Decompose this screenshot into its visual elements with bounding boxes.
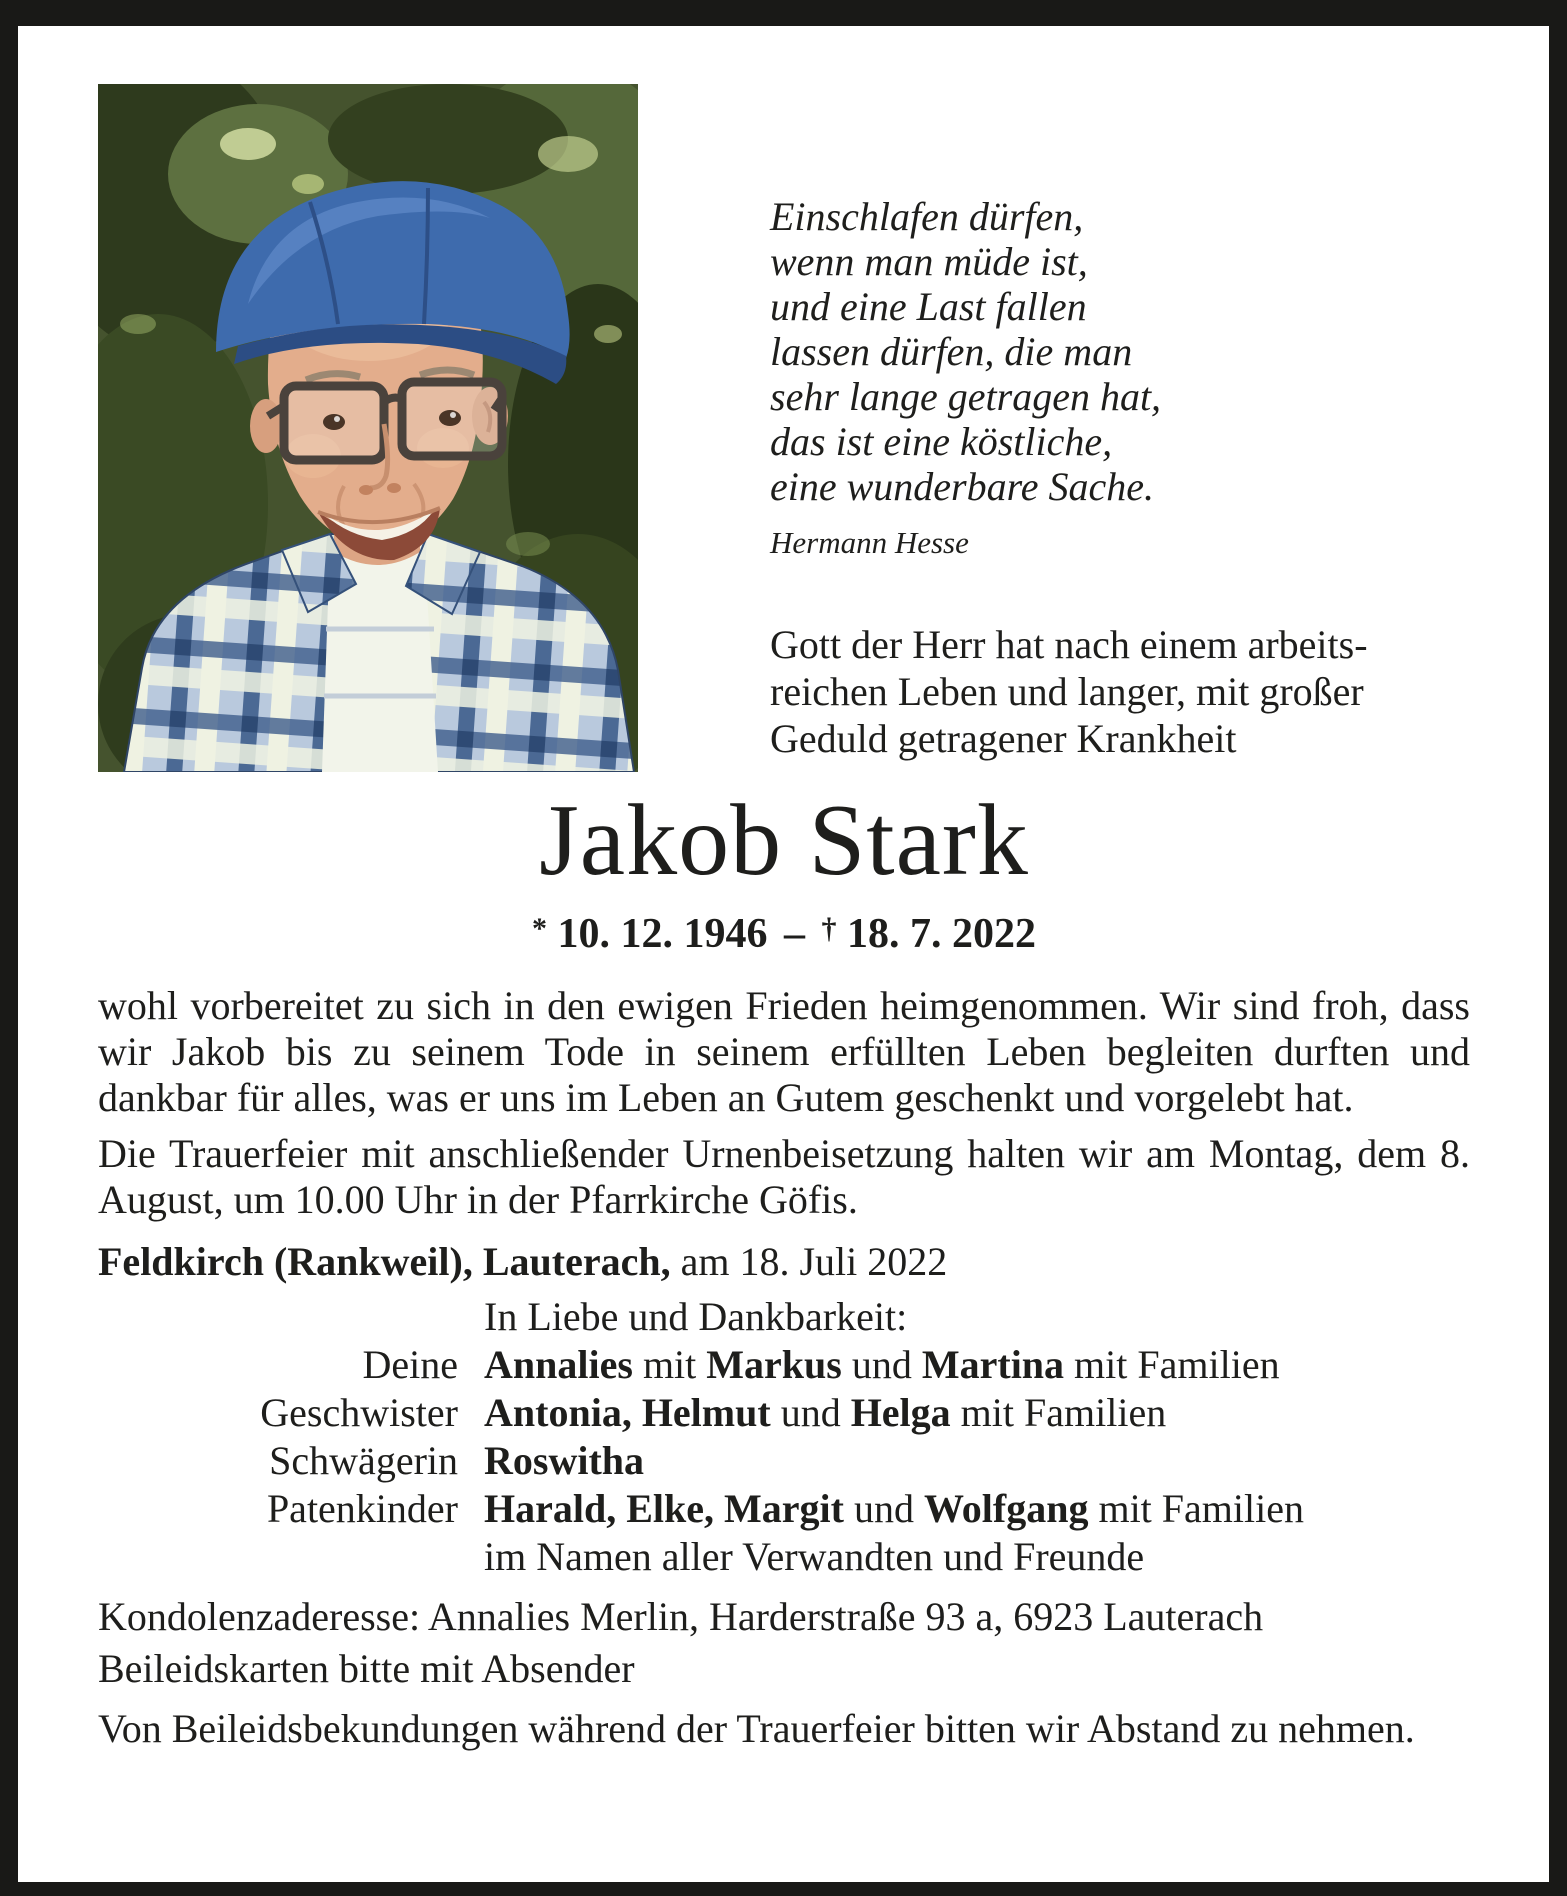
family-member-name: Martina xyxy=(921,1342,1065,1387)
family-member-name: Helga xyxy=(850,1390,951,1435)
deceased-name: Jakob Stark xyxy=(539,784,1029,897)
family-role-label: Geschwister xyxy=(260,1390,458,1435)
text-line: wenn man müde ist, xyxy=(770,239,1088,284)
family-role-label xyxy=(98,1293,458,1341)
portrait-photo xyxy=(98,84,638,772)
family-role-label xyxy=(98,1533,458,1581)
condolence-address: Kondolenzaderesse: Annalies Merlin, Harderstraße 93 a, 6923 Lauterach xyxy=(98,1594,1264,1639)
poem-attribution: Hermann Hesse xyxy=(770,525,969,560)
family-connector-text: In Liebe und Dankbarkeit: xyxy=(484,1294,908,1339)
family-member-name: Markus xyxy=(706,1342,842,1387)
family-names xyxy=(484,1341,1470,1389)
family-member-name: Wolfgang xyxy=(923,1486,1089,1531)
place-names: Feldkirch (Rankweil), Lauterach, xyxy=(98,1239,671,1284)
birth-symbol: * xyxy=(532,912,547,945)
family-connector-text: im Namen aller Verwandten und Freunde xyxy=(484,1534,1145,1579)
family-names xyxy=(484,1389,1470,1437)
family-connector-text: und xyxy=(770,1390,851,1435)
text-line: Gott der Herr hat nach einem arbeits- xyxy=(770,622,1368,667)
text-line: reichen Leben und langer, mit großer xyxy=(770,669,1364,714)
condolence-cards-note: Beileidskarten bitte mit Absender xyxy=(98,1646,635,1691)
main-paragraph: wohl vorbereitet zu sich in den ewigen Frieden heimgenommen. Wir sind froh, dass wir Jakob bis zu seinem Tode in seinem erfüllten Leben begleiten durften und dankbar für alles, was er uns im Leben an Gutem geschenkt und vorgelebt hat. xyxy=(98,983,1470,1120)
dates-separator: – xyxy=(784,911,805,957)
family-names xyxy=(484,1293,1470,1341)
place-date: am 18. Juli 2022 xyxy=(670,1239,948,1284)
text-line: eine wunderbare Sache. xyxy=(770,464,1154,509)
family-role-label: Schwägerin xyxy=(269,1438,458,1483)
text-line: Geduld getragener Krankheit xyxy=(770,716,1237,761)
family-member-name: Roswitha xyxy=(484,1438,645,1483)
family-role-label: Deine xyxy=(362,1342,458,1387)
text-line: sehr lange getragen hat, xyxy=(770,374,1162,419)
text-line: und eine Last fallen xyxy=(770,284,1087,329)
life-dates xyxy=(98,904,1470,959)
closing-note: Von Beileidsbekundungen während der Trauerfeier bitten wir Abstand zu nehmen. xyxy=(98,1706,1415,1751)
text-line: lassen dürfen, die man xyxy=(770,329,1133,374)
family-connector-text: und xyxy=(841,1342,922,1387)
family-member-name: Harald, Elke, Margit xyxy=(484,1486,844,1531)
family-list xyxy=(98,1293,1470,1581)
family-member-name: Annalies xyxy=(484,1342,633,1387)
intro-paragraph xyxy=(770,621,1460,762)
right-column xyxy=(770,84,1460,772)
family-names xyxy=(484,1437,1470,1485)
text-line: Einschlafen dürfen, xyxy=(770,194,1084,239)
funeral-paragraph: Die Trauerfeier mit anschließender Urnenbeisetzung halten wir am Montag, dem 8. August, um 10.00 Uhr in der Pfarrkirche Göfis. xyxy=(98,1131,1470,1222)
family-names xyxy=(484,1533,1470,1581)
memorial-poem xyxy=(770,194,1460,509)
portrait-photo-illustration xyxy=(98,84,638,772)
condolence-block xyxy=(98,1591,1470,1695)
top-section xyxy=(98,84,1470,772)
family-connector-text: und xyxy=(843,1486,924,1531)
death-symbol: † xyxy=(821,912,837,945)
family-names xyxy=(484,1485,1470,1533)
family-connector-text: mit xyxy=(632,1342,707,1387)
family-connector-text: mit Familien xyxy=(950,1390,1167,1435)
family-connector-text: mit Familien xyxy=(1088,1486,1304,1531)
text-line: das ist eine köstliche, xyxy=(770,419,1113,464)
birth-date: 10. 12. 1946 xyxy=(557,911,768,957)
family-role-label: Patenkinder xyxy=(266,1486,458,1531)
place-date-line xyxy=(98,1239,1470,1285)
death-date: 18. 7. 2022 xyxy=(847,911,1036,957)
family-member-name: Antonia, Helmut xyxy=(484,1390,771,1435)
family-connector-text: mit Familien xyxy=(1064,1342,1280,1387)
